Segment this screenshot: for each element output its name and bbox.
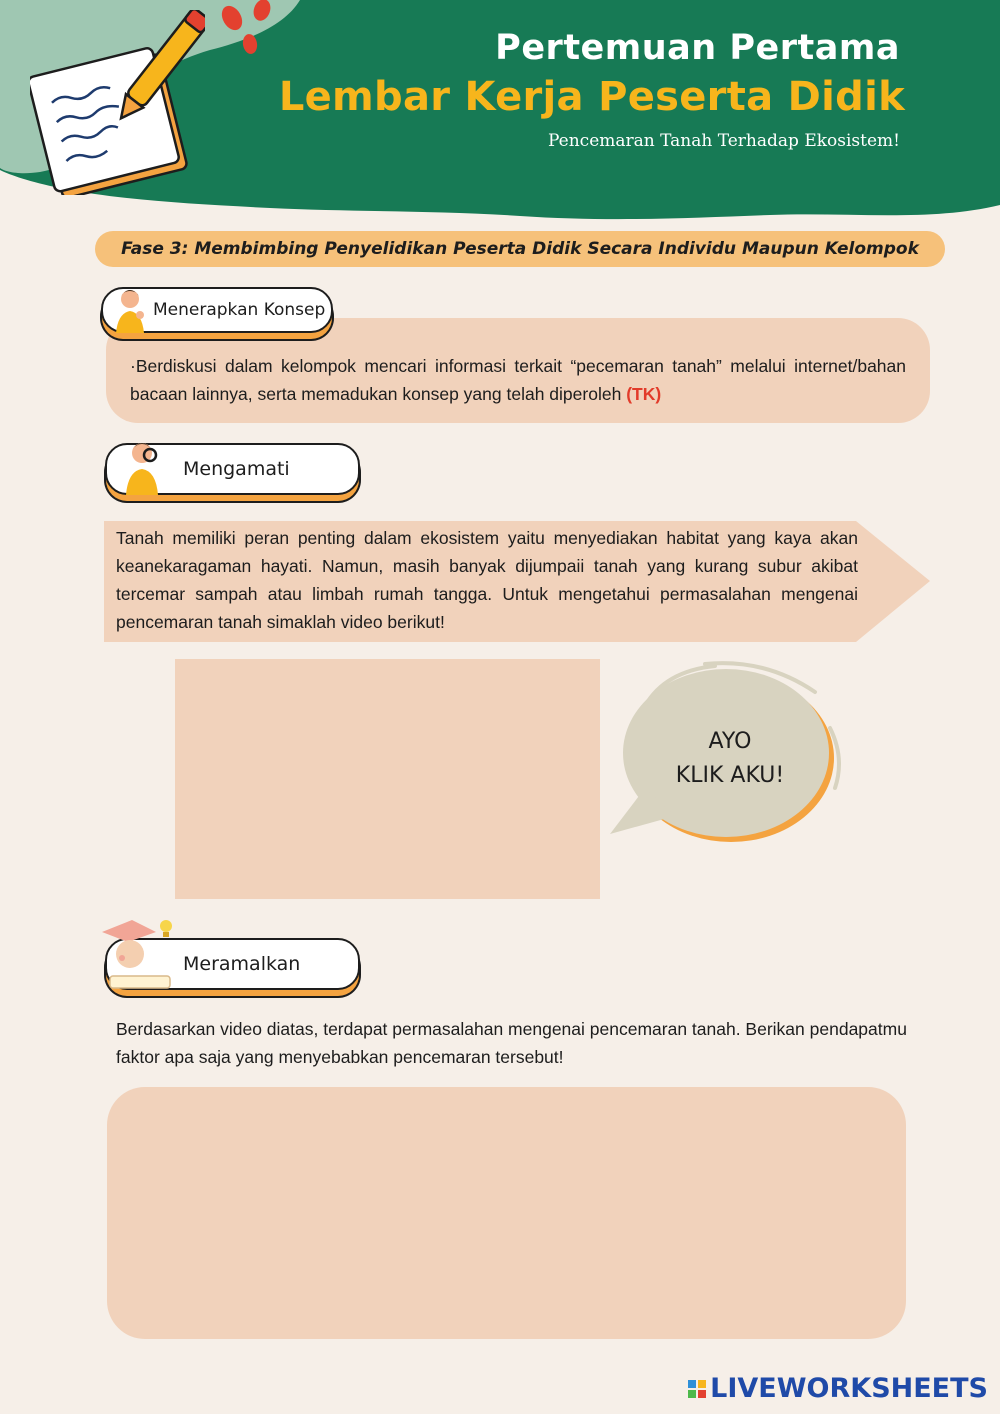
konsep-text: ·Berdiskusi dalam kelompok mencari informasi terkait “pecemaran tanah” melalui internet/bahan bacaan lainnya, serta memadukan konsep yang telah diperoleh [130, 356, 906, 404]
worksheet-title: Lembar Kerja Peserta Didik [278, 74, 905, 120]
notebook-pen-icon [30, 10, 205, 195]
label-meramalkan-text: Meramalkan [183, 953, 301, 975]
label-menerapkan-konsep-text: Menerapkan Konsep [153, 300, 326, 320]
student-idea-icon [96, 914, 178, 1000]
konsep-text-block [130, 352, 906, 408]
student-thinking-icon [110, 285, 152, 335]
meramalkan-text: Berdasarkan video diatas, terdapat permasalahan mengenai pencemaran tanah. Berikan pendapatmu faktor apa saja yang menyebabkan pencemaran tersebut! [116, 1019, 907, 1067]
student-magnifier-icon [118, 437, 170, 497]
label-mengamati-text: Mengamati [183, 458, 290, 480]
bubble-line-1: AYO [708, 729, 752, 754]
answer-textbox[interactable] [107, 1087, 906, 1339]
bubble-line-2: KLIK AKU! [675, 763, 785, 788]
liveworksheets-grid-icon [688, 1380, 706, 1398]
konsep-tag: (TK) [626, 384, 662, 404]
bubble-text [635, 725, 825, 793]
page-title: Pertemuan Pertama [495, 28, 900, 68]
footer-brand: LIVEWORKSHEETS [710, 1373, 988, 1404]
topic-subtitle: Pencemaran Tanah Terhadap Ekosistem! [548, 131, 900, 151]
phase-label: Fase 3: Membimbing Penyelidikan Peserta Didik Secara Individu Maupun Kelompok [121, 239, 919, 259]
mengamati-text: Tanah memiliki peran penting dalam ekosistem yaitu menyediakan habitat yang kaya akan keanekaragaman hayati. Namun, masih banyak dijumpaii tanah yang kurang subur akibat tercemar sampah atau limbah rumah tangga. Untuk mengetahui permasalahan mengenai pencemaran tanah simaklah video berikut! [116, 528, 858, 632]
video-placeholder[interactable] [175, 659, 600, 899]
liveworksheets-logo [688, 1373, 988, 1404]
phase-banner [95, 231, 945, 267]
